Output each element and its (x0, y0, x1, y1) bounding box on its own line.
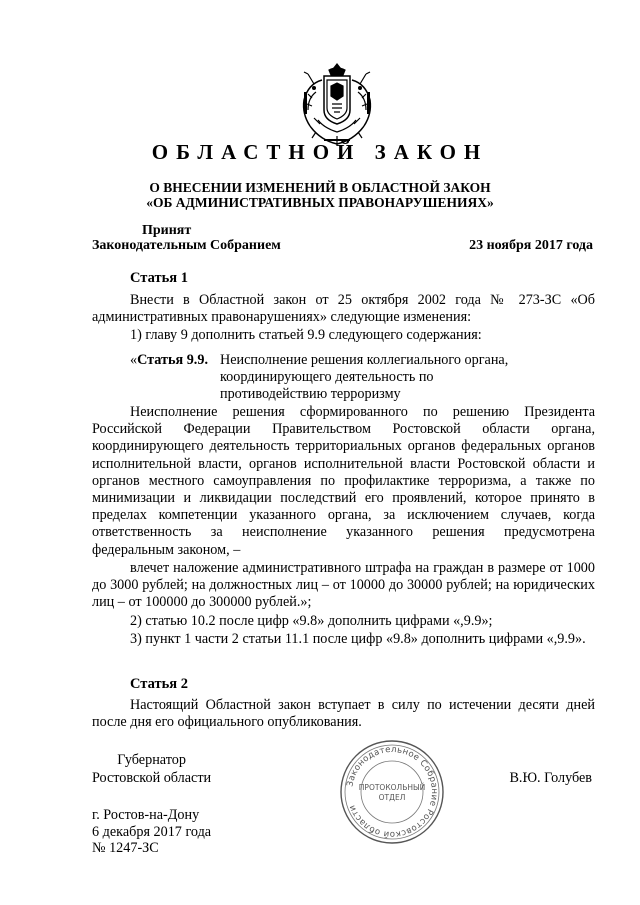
adopted-label: Принят (142, 223, 192, 238)
adopted-date: 23 ноября 2017 года (469, 238, 593, 253)
svg-text:ПРОТОКОЛЬНЫЙ: ПРОТОКОЛЬНЫЙ (358, 783, 426, 792)
document-title: ОБЛАСТНОЙ ЗАКОН (151, 140, 489, 164)
subtitle-line-1: О ВНЕСЕНИИ ИЗМЕНЕНИЙ В ОБЛАСТНОЙ ЗАКОН (149, 180, 491, 195)
footer-date: 6 декабря 2017 года (92, 823, 212, 840)
signatory-name: В.Ю. Голубев (509, 770, 592, 786)
signatory-position (92, 752, 211, 787)
article-1-item-1: 1) главу 9 дополнить статьей 9.9 следующего содержания: (130, 327, 482, 343)
document-footer (92, 807, 211, 857)
new-article-number: Статья 9.9. (137, 352, 208, 368)
official-seal-stamp (338, 738, 446, 846)
open-quote: « (130, 352, 138, 368)
svg-text:Законодательное Собрание Росто: Законодательное Собрание Ростовской области (345, 744, 440, 840)
new-article-para-1: Неисполнение решения сформированного по решению Президента Российской Федерации Правительством Ростовской области органа, координирующего деятельность территориальных органов федеральных органов исполнительной власти, органов исполнительной власти Ростовской области и органов местного самоуправления по профилактике терроризма, а также по минимизации и ликвидации последствий его проявлений, которое принято в пределах компетенции указанного органа, за исключением случаев, когда ответственность за неисполнение указанного решения предусмотрена федеральным законом, – (92, 404, 595, 558)
article-1-item-3: 3) пункт 1 части 2 статьи 11.1 после цифр «9.8» дополнить цифрами «,9.9». (130, 631, 586, 647)
new-article-heading: Неисполнение решения коллегиального органа, координирующего деятельность по противодействию терроризму (220, 352, 509, 403)
article-2-text: Настоящий Областной закон вступает в силу по истечении десяти дней после дня его официального опубликования. (92, 697, 595, 731)
article-1-intro: Внести в Областной закон от 25 октября 2002 года № 273-ЗС «Об административных правонарушениях» следующие изменения: (92, 292, 595, 326)
new-article-para-2: влечет наложение административного штрафа на граждан в размере от 1000 до 3000 рублей; на должностных лиц – от 10000 до 30000 рублей; на юридических лиц – от 100000 до 300000 рублей.»; (92, 560, 595, 611)
coat-of-arms-emblem (294, 62, 380, 150)
article-2-heading: Статья 2 (130, 676, 188, 692)
new-article-9-9 (130, 352, 509, 403)
signatory-position-line-2: Ростовской области (92, 769, 212, 786)
article-1-item-2: 2) статью 10.2 после цифр «9.8» дополнить цифрами «,9.9»; (130, 613, 493, 629)
footer-number: № 1247-ЗС (92, 840, 159, 856)
document-subtitle (0, 180, 640, 210)
svg-text:ОТДЕЛ: ОТДЕЛ (378, 793, 406, 802)
footer-place: г. Ростов-на-Дону (92, 807, 200, 823)
adopted-by: Законодательным Собранием (92, 238, 281, 253)
signatory-position-line-1: Губернатор (117, 752, 186, 768)
article-1-heading: Статья 1 (130, 270, 188, 286)
subtitle-line-2: «ОБ АДМИНИСТРАТИВНЫХ ПРАВОНАРУШЕНИЯХ» (146, 195, 494, 210)
